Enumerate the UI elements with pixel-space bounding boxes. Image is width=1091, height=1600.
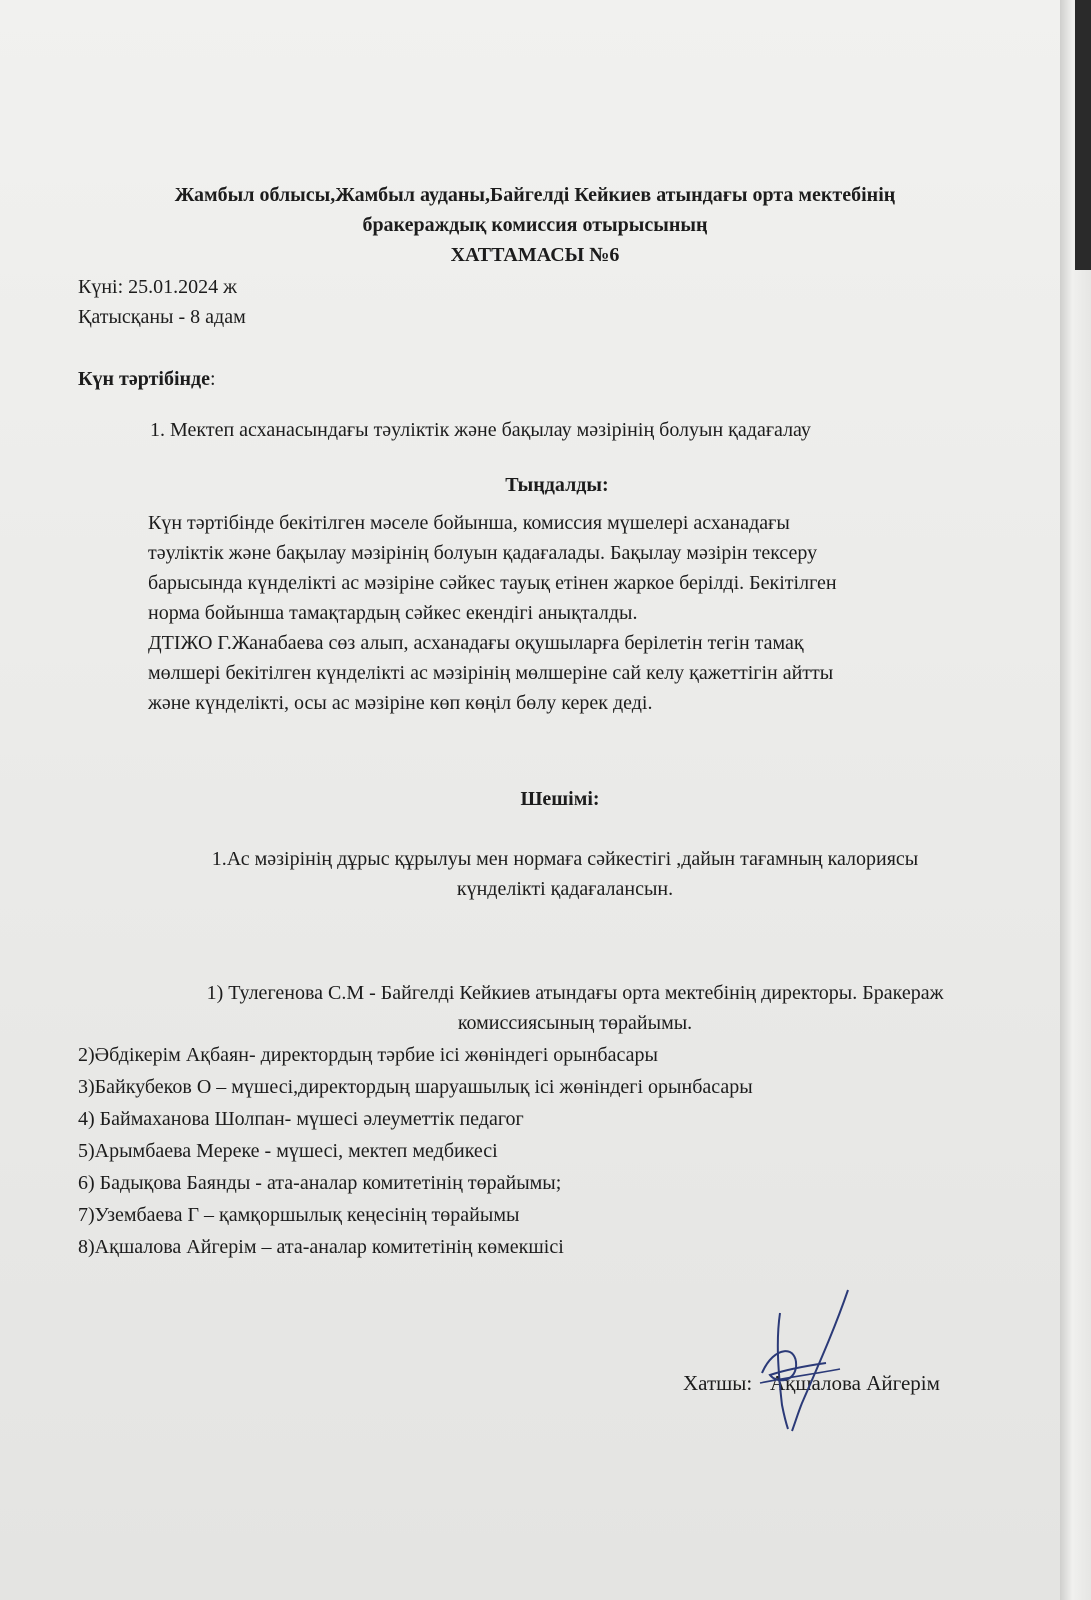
member-1 xyxy=(80,978,1070,1038)
heard-paragraph xyxy=(148,508,948,718)
decision-line-2: күнделікті қадағалансын. xyxy=(456,878,674,900)
heard-line: Күн тәртібінде бекітілген мәселе бойынша, комиссия мүшелері асханадағы xyxy=(148,512,790,534)
agenda-heading-colon: : xyxy=(210,368,216,390)
agenda-heading-label: Күн тәртібінде xyxy=(78,368,211,390)
member-4: 4) Баймаханова Шолпан- мүшесі әлеуметтік педагог xyxy=(78,1108,524,1130)
header-line-3: ХАТТАМАСЫ №6 xyxy=(450,244,620,266)
meeting-date: Күні: 25.01.2024 ж xyxy=(78,276,237,298)
decision-heading: Шешімі: xyxy=(520,788,600,810)
member-5: 5)Арымбаева Мереке - мүшесі, мектеп медбикесі xyxy=(78,1140,498,1162)
member-8: 8)Ақшалова Айгерім – ата-аналар комитетінің көмекшісі xyxy=(78,1236,564,1258)
handwritten-signature xyxy=(740,1285,880,1435)
decision-line-1: 1.Ас мәзірінің дұрыс құрылуы мен нормаға сәйкестігі ,дайын тағамның калориясы xyxy=(211,848,919,870)
member-7: 7)Узембаева Г – қамқоршылық кеңесінің төрайымы xyxy=(78,1204,520,1226)
heard-line: және күнделікті, осы ас мәзіріне көп көңіл бөлу керек деді. xyxy=(148,692,653,714)
background-edge xyxy=(1075,0,1091,270)
agenda-heading xyxy=(78,364,216,394)
header-line-2: бракераждық комиссия отырысының xyxy=(362,214,708,236)
agenda-item-1: 1. Мектеп асханасындағы тәуліктік және бақылау мәзірінің болуын қадағалау xyxy=(150,419,811,441)
heard-line: ДТІЖО Г.Жанабаева сөз алып, асханадағы оқушыларға берілетін тегін тамақ xyxy=(148,632,804,654)
member-3: 3)Байкубеков О – мүшесі,директордың шаруашылық ісі жөніндегі орынбасары xyxy=(78,1076,753,1098)
heard-line: мөлшері бекітілген күнделікті ас мәзірінің мөлшеріне сай келу қажеттігін айтты xyxy=(148,662,834,684)
member-2: 2)Әбдікерім Ақбаян- директордың тәрбие ісі жөніндегі орынбасары xyxy=(78,1044,658,1066)
decision-text xyxy=(60,844,1070,904)
secretary-name: Ақшалова Айгерім xyxy=(770,1371,940,1395)
member-6: 6) Бадықова Баянды - ата-аналар комитетінің төрайымы; xyxy=(78,1172,562,1194)
heard-line: норма бойынша тамақтардың сәйкес екендігі анықталды. xyxy=(148,602,638,624)
heard-heading: Тыңдалды: xyxy=(505,474,609,496)
secretary-label: Хатшы: xyxy=(683,1371,753,1395)
heard-line: барысында күнделікті ас мәзіріне сәйкес тауық етінен жаркое берілді. Бекітілген xyxy=(148,572,837,594)
member-1-line-1: 1) Тулегенова С.М - Байгелді Кейкиев атындағы орта мектебінің директоры. Бракераж xyxy=(206,982,944,1004)
member-1-line-2: комиссиясының төрайымы. xyxy=(457,1012,693,1034)
attendee-count: Қатысқаны - 8 адам xyxy=(78,306,246,328)
header-line-1: Жамбыл облысы,Жамбыл ауданы,Байгелді Кейкиев атындағы орта мектебінің xyxy=(174,184,896,206)
heard-line: тәуліктік және бақылау мәзірінің болуын қадағалады. Бақылау мәзірін тексеру xyxy=(148,542,818,564)
document-header xyxy=(60,180,1010,270)
